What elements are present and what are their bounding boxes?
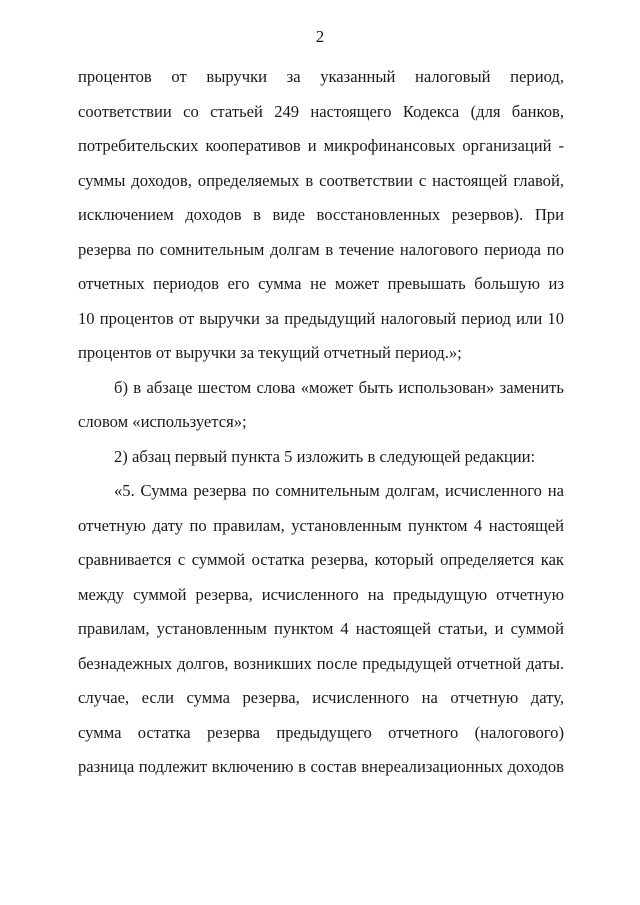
text-line: процентов от выручки за текущий отчетный период.»;: [78, 343, 462, 362]
text-line: правилам, установленным пунктом 4 настоящей статьи, и суммой: [78, 619, 564, 638]
text-line: случае, если сумма резерва, исчисленного на отчетную дату,: [78, 688, 564, 707]
text-line: «5. Сумма резерва по сомнительным долгам, исчисленного на: [114, 481, 564, 500]
text-line: сумма остатка резерва предыдущего отчетного (налогового): [78, 722, 564, 742]
page-number: 2: [315, 27, 325, 46]
text-line: сравнивается с суммой остатка резерва, который определяется как: [78, 550, 564, 569]
text-line: соответствии со статьей 249 настоящего Кодекса (для банков,: [78, 101, 564, 121]
text-line: процентов от выручки за указанный налоговый период,: [78, 67, 564, 86]
text-line: разница подлежит включению в состав внереализационных доходов: [78, 757, 564, 776]
document-body: [78, 60, 564, 785]
text-line: потребительских кооперативов и микрофинансовых организаций -: [78, 136, 564, 155]
text-line: исключением доходов в виде восстановленных резервов). При: [78, 205, 564, 224]
text-line: резерва по сомнительным долгам в течение налогового периода по: [78, 239, 564, 259]
text-line: 2) абзац первый пункта 5 изложить в следующей редакции:: [114, 446, 536, 466]
text-line: суммы доходов, определяемых в соответствии с настоящей главой,: [78, 170, 564, 190]
text-line: безнадежных долгов, возникших после предыдущей отчетной даты.: [78, 653, 564, 673]
text-line: словом «используется»;: [78, 412, 247, 431]
text-line: 10 процентов от выручки за предыдущий налоговый период или 10: [78, 308, 564, 328]
text-line: б) в абзаце шестом слова «может быть использован» заменить: [114, 377, 564, 397]
text-line: отчетных периодов его сумма не может превышать большую из: [78, 274, 564, 293]
text-line: между суммой резерва, исчисленного на предыдущую отчетную: [78, 584, 564, 604]
text-line: отчетную дату по правилам, установленным пунктом 4 настоящей: [78, 515, 564, 535]
